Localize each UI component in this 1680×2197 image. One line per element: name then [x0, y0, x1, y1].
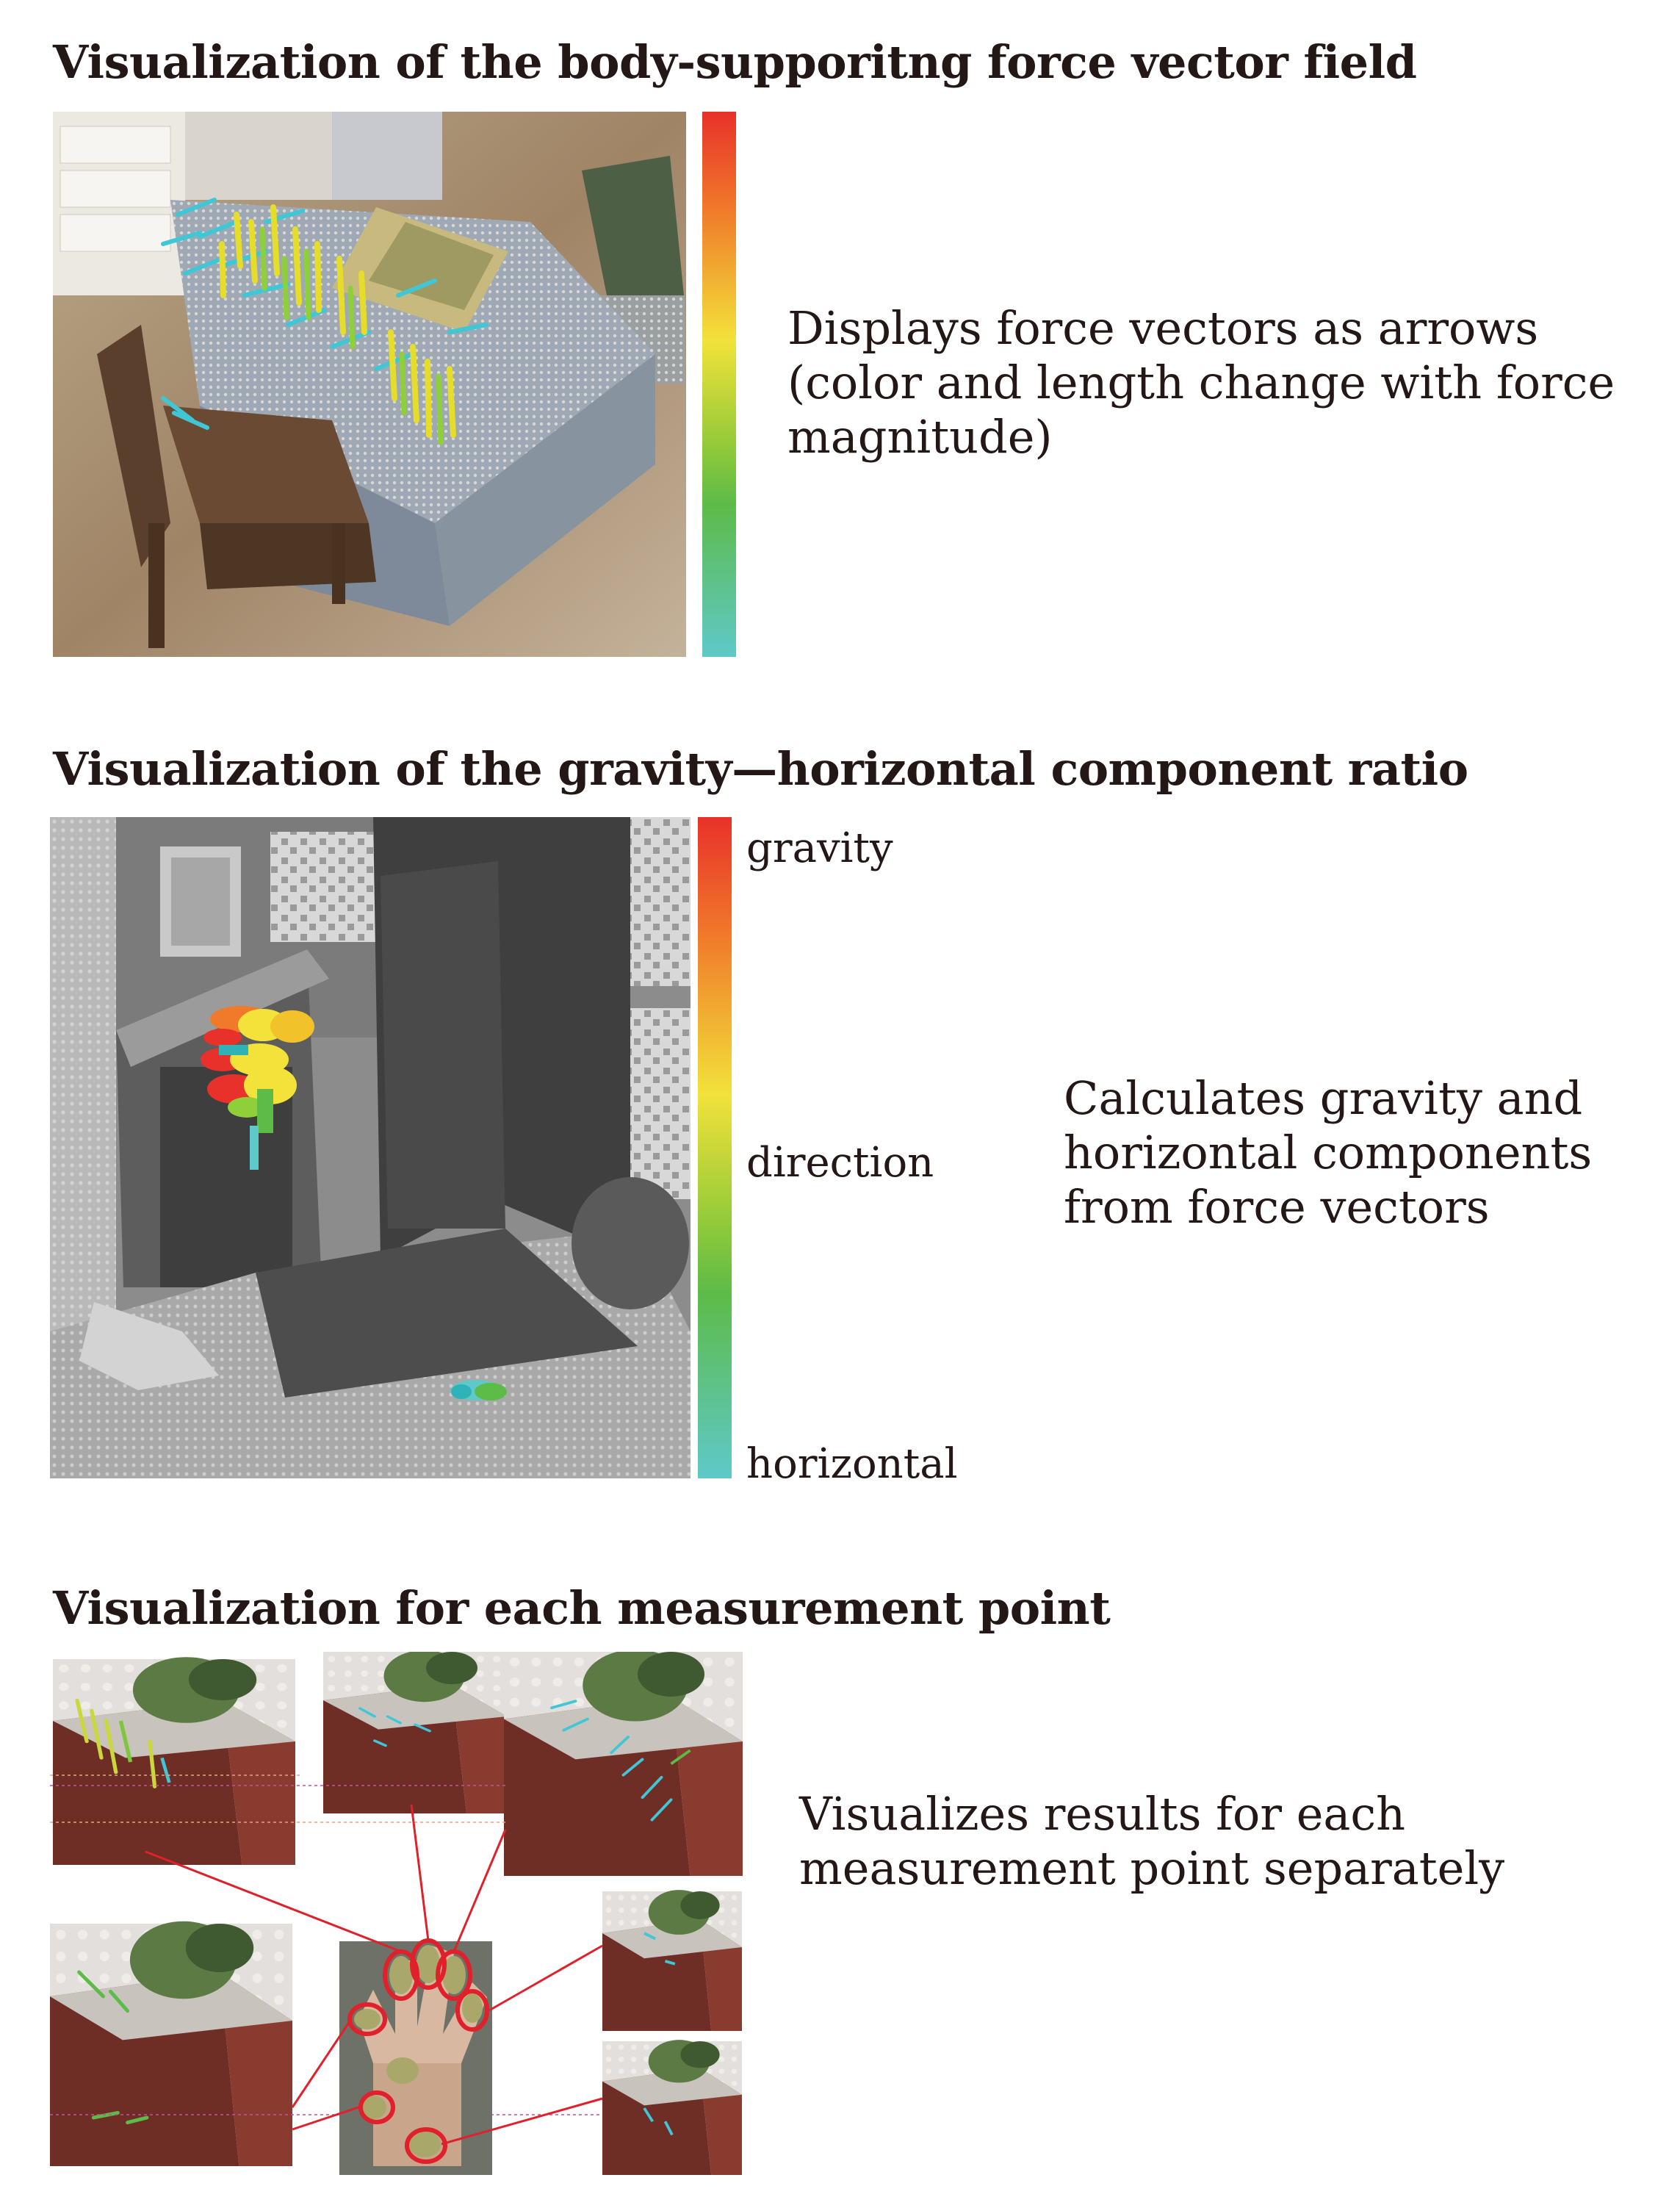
force-magnitude-colorbar [702, 112, 736, 657]
thumbnail-5 [602, 1890, 742, 2031]
scale-label-direction: direction [746, 1139, 934, 1187]
vector-field-photo [53, 112, 686, 657]
section-title-vector-field: Visualization of the body-supporitng force vector field [53, 35, 1417, 89]
thumbnail-1 [53, 1657, 295, 1865]
scale-label-horizontal: horizontal [746, 1440, 958, 1488]
hand-photo [339, 1941, 492, 2175]
gravity-ratio-description: Calculates gravity and horizontal components from force vectors [1064, 1071, 1593, 1234]
gravity-horizontal-colorbar [698, 817, 732, 1478]
thumbnail-4 [50, 1921, 292, 2166]
thumbnail-2 [323, 1652, 507, 1813]
thumbnail-3 [504, 1652, 743, 1876]
gravity-ratio-photo [50, 817, 691, 1478]
vector-field-description: Displays force vectors as arrows (color and length change with force magnitude) [787, 301, 1615, 464]
section-title-measurement-points: Visualization for each measurement point [53, 1581, 1111, 1635]
measurement-point-composite [50, 1652, 748, 2176]
measurement-points-description: Visualizes results for each measurement point separately [799, 1787, 1505, 1895]
scale-label-gravity: gravity [746, 824, 893, 872]
section-title-gravity-ratio: Visualization of the gravity—horizontal component ratio [53, 742, 1468, 796]
thumbnail-6 [602, 2040, 742, 2175]
